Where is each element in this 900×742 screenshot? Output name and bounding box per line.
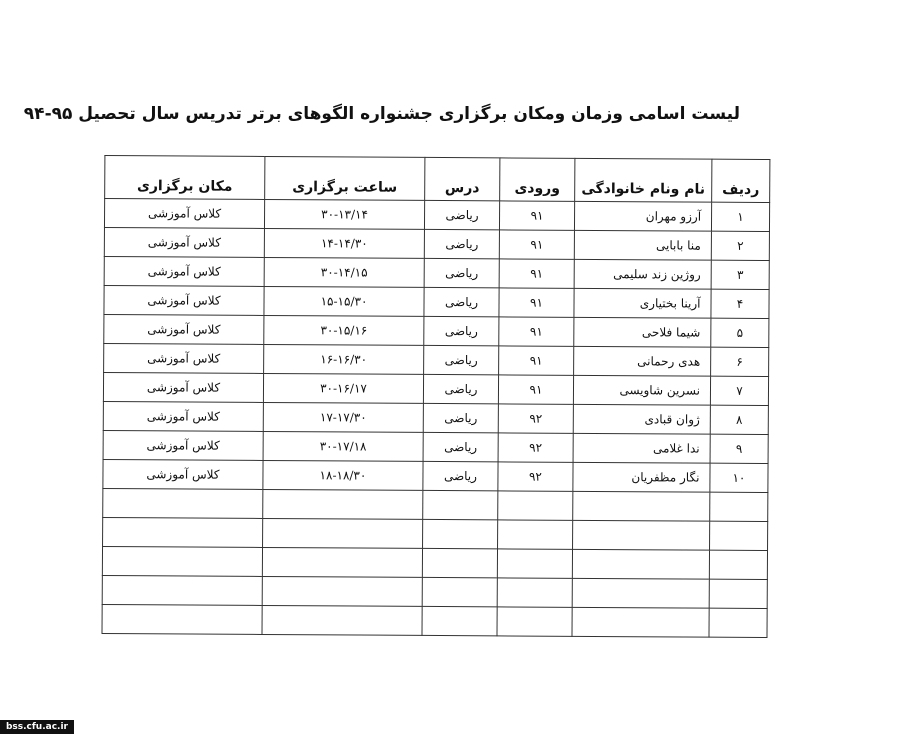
cell-row-number: ۸ — [710, 405, 768, 434]
cell-course: ریاضی — [424, 258, 499, 287]
page-title: لیست اسامی وزمان ومکان برگزاری جشنواره الگوهای برتر تدریس سال تحصیل ۹۵-۹۴ — [23, 104, 740, 124]
cell-course: ریاضی — [423, 432, 498, 461]
empty-cell — [572, 607, 709, 637]
empty-cell — [573, 491, 710, 521]
cell-place: کلاس آموزشی — [104, 285, 264, 315]
cell-course: ریاضی — [424, 345, 499, 374]
cell-course: ریاضی — [423, 374, 498, 403]
cell-time: ۳۰-۱۳/۱۴ — [264, 199, 424, 229]
table-row — [104, 198, 769, 231]
cell-full-name: روژین زند سلیمی — [574, 259, 711, 289]
cell-place: کلاس آموزشی — [104, 256, 264, 286]
cell-row-number: ۷ — [710, 376, 768, 405]
empty-table-row — [102, 575, 767, 608]
cell-time: ۳۰-۱۶/۱۷ — [263, 373, 423, 403]
table-header-row — [105, 155, 770, 202]
empty-cell — [497, 549, 572, 578]
cell-course: ریاضی — [424, 229, 499, 258]
site-url-badge[interactable]: bss.cfu.ac.ir — [0, 720, 74, 734]
empty-cell — [573, 520, 710, 550]
empty-cell — [498, 491, 573, 520]
empty-cell — [423, 519, 498, 548]
cell-entry-year: ۹۱ — [499, 288, 574, 317]
empty-table-row — [102, 546, 767, 579]
table-row — [104, 285, 769, 318]
cell-entry-year: ۹۲ — [498, 462, 573, 491]
empty-cell — [262, 547, 422, 577]
empty-cell — [710, 492, 768, 521]
cell-course: ریاضی — [424, 287, 499, 316]
cell-time: ۱۸-۱۸/۳۰ — [263, 460, 423, 490]
cell-entry-year: ۹۲ — [498, 404, 573, 433]
column-header-row-number: ردیف — [712, 159, 770, 202]
cell-entry-year: ۹۱ — [498, 375, 573, 404]
cell-full-name: نسرین شاویسی — [573, 375, 710, 405]
table-row — [103, 372, 768, 405]
column-header-entry-year: ورودی — [500, 158, 575, 201]
empty-cell — [102, 546, 262, 576]
empty-cell — [263, 518, 423, 548]
cell-full-name: آرزو مهران — [574, 201, 711, 231]
cell-place: کلاس آموزشی — [103, 372, 263, 402]
cell-full-name: نگار مظفریان — [573, 462, 710, 492]
cell-row-number: ۹ — [710, 434, 768, 463]
empty-cell — [498, 520, 573, 549]
empty-table-row — [103, 517, 768, 550]
cell-row-number: ۲ — [711, 231, 769, 260]
cell-entry-year: ۹۱ — [499, 317, 574, 346]
empty-cell — [262, 576, 422, 606]
empty-cell — [497, 578, 572, 607]
empty-table-row — [102, 604, 767, 637]
empty-table-row — [103, 488, 768, 521]
empty-cell — [422, 548, 497, 577]
cell-place: کلاس آموزشی — [104, 343, 264, 373]
cell-entry-year: ۹۱ — [499, 259, 574, 288]
cell-entry-year: ۹۱ — [499, 201, 574, 230]
cell-entry-year: ۹۲ — [498, 433, 573, 462]
cell-full-name: هدی رحمانی — [574, 346, 711, 376]
table-row — [104, 256, 769, 289]
cell-place: کلاس آموزشی — [104, 227, 264, 257]
cell-place: کلاس آموزشی — [104, 198, 264, 228]
cell-time: ۳۰-۱۵/۱۶ — [264, 315, 424, 345]
cell-course: ریاضی — [423, 403, 498, 432]
cell-time: ۱۶-۱۶/۳۰ — [264, 344, 424, 374]
table-body — [102, 198, 770, 637]
cell-time: ۱۴-۱۴/۳۰ — [264, 228, 424, 258]
cell-entry-year: ۹۱ — [499, 230, 574, 259]
empty-cell — [422, 577, 497, 606]
empty-cell — [572, 578, 709, 608]
cell-time: ۳۰-۱۴/۱۵ — [264, 257, 424, 287]
empty-cell — [103, 488, 263, 518]
table-row — [104, 343, 769, 376]
empty-cell — [102, 575, 262, 605]
cell-row-number: ۳ — [711, 260, 769, 289]
empty-cell — [497, 607, 572, 636]
cell-place: کلاس آموزشی — [104, 314, 264, 344]
empty-cell — [263, 489, 423, 519]
schedule-table-container — [102, 155, 770, 622]
cell-row-number: ۵ — [711, 318, 769, 347]
empty-cell — [710, 521, 768, 550]
table-row — [103, 459, 768, 492]
empty-cell — [709, 579, 767, 608]
cell-course: ریاضی — [423, 461, 498, 490]
table-row — [103, 401, 768, 434]
empty-cell — [262, 605, 422, 635]
empty-cell — [709, 550, 767, 579]
schedule-table — [101, 155, 770, 638]
cell-course: ریاضی — [424, 200, 499, 229]
column-header-place: مکان برگزاری — [105, 155, 265, 199]
cell-time: ۳۰-۱۷/۱۸ — [263, 431, 423, 461]
cell-row-number: ۱ — [711, 202, 769, 231]
table-row — [104, 314, 769, 347]
empty-cell — [572, 549, 709, 579]
empty-cell — [422, 606, 497, 635]
cell-row-number: ۴ — [711, 289, 769, 318]
empty-cell — [709, 608, 767, 637]
column-header-full-name: نام ونام خانوادگی — [575, 158, 712, 202]
cell-place: کلاس آموزشی — [103, 459, 263, 489]
cell-place: کلاس آموزشی — [103, 401, 263, 431]
cell-entry-year: ۹۱ — [499, 346, 574, 375]
column-header-time: ساعت برگزاری — [265, 156, 425, 200]
empty-cell — [102, 604, 262, 634]
empty-cell — [423, 490, 498, 519]
cell-time: ۱۵-۱۵/۳۰ — [264, 286, 424, 316]
cell-full-name: منا بابایی — [574, 230, 711, 260]
cell-full-name: ندا غلامی — [573, 433, 710, 463]
cell-place: کلاس آموزشی — [103, 430, 263, 460]
column-header-course: درس — [425, 157, 500, 200]
cell-row-number: ۱۰ — [710, 463, 768, 492]
cell-row-number: ۶ — [711, 347, 769, 376]
table-row — [104, 227, 769, 260]
cell-course: ریاضی — [424, 316, 499, 345]
cell-full-name: آرینا بختیاری — [574, 288, 711, 318]
cell-full-name: شیما فلاحی — [574, 317, 711, 347]
cell-full-name: ژوان قبادی — [573, 404, 710, 434]
table-row — [103, 430, 768, 463]
empty-cell — [103, 517, 263, 547]
cell-time: ۱۷-۱۷/۳۰ — [263, 402, 423, 432]
